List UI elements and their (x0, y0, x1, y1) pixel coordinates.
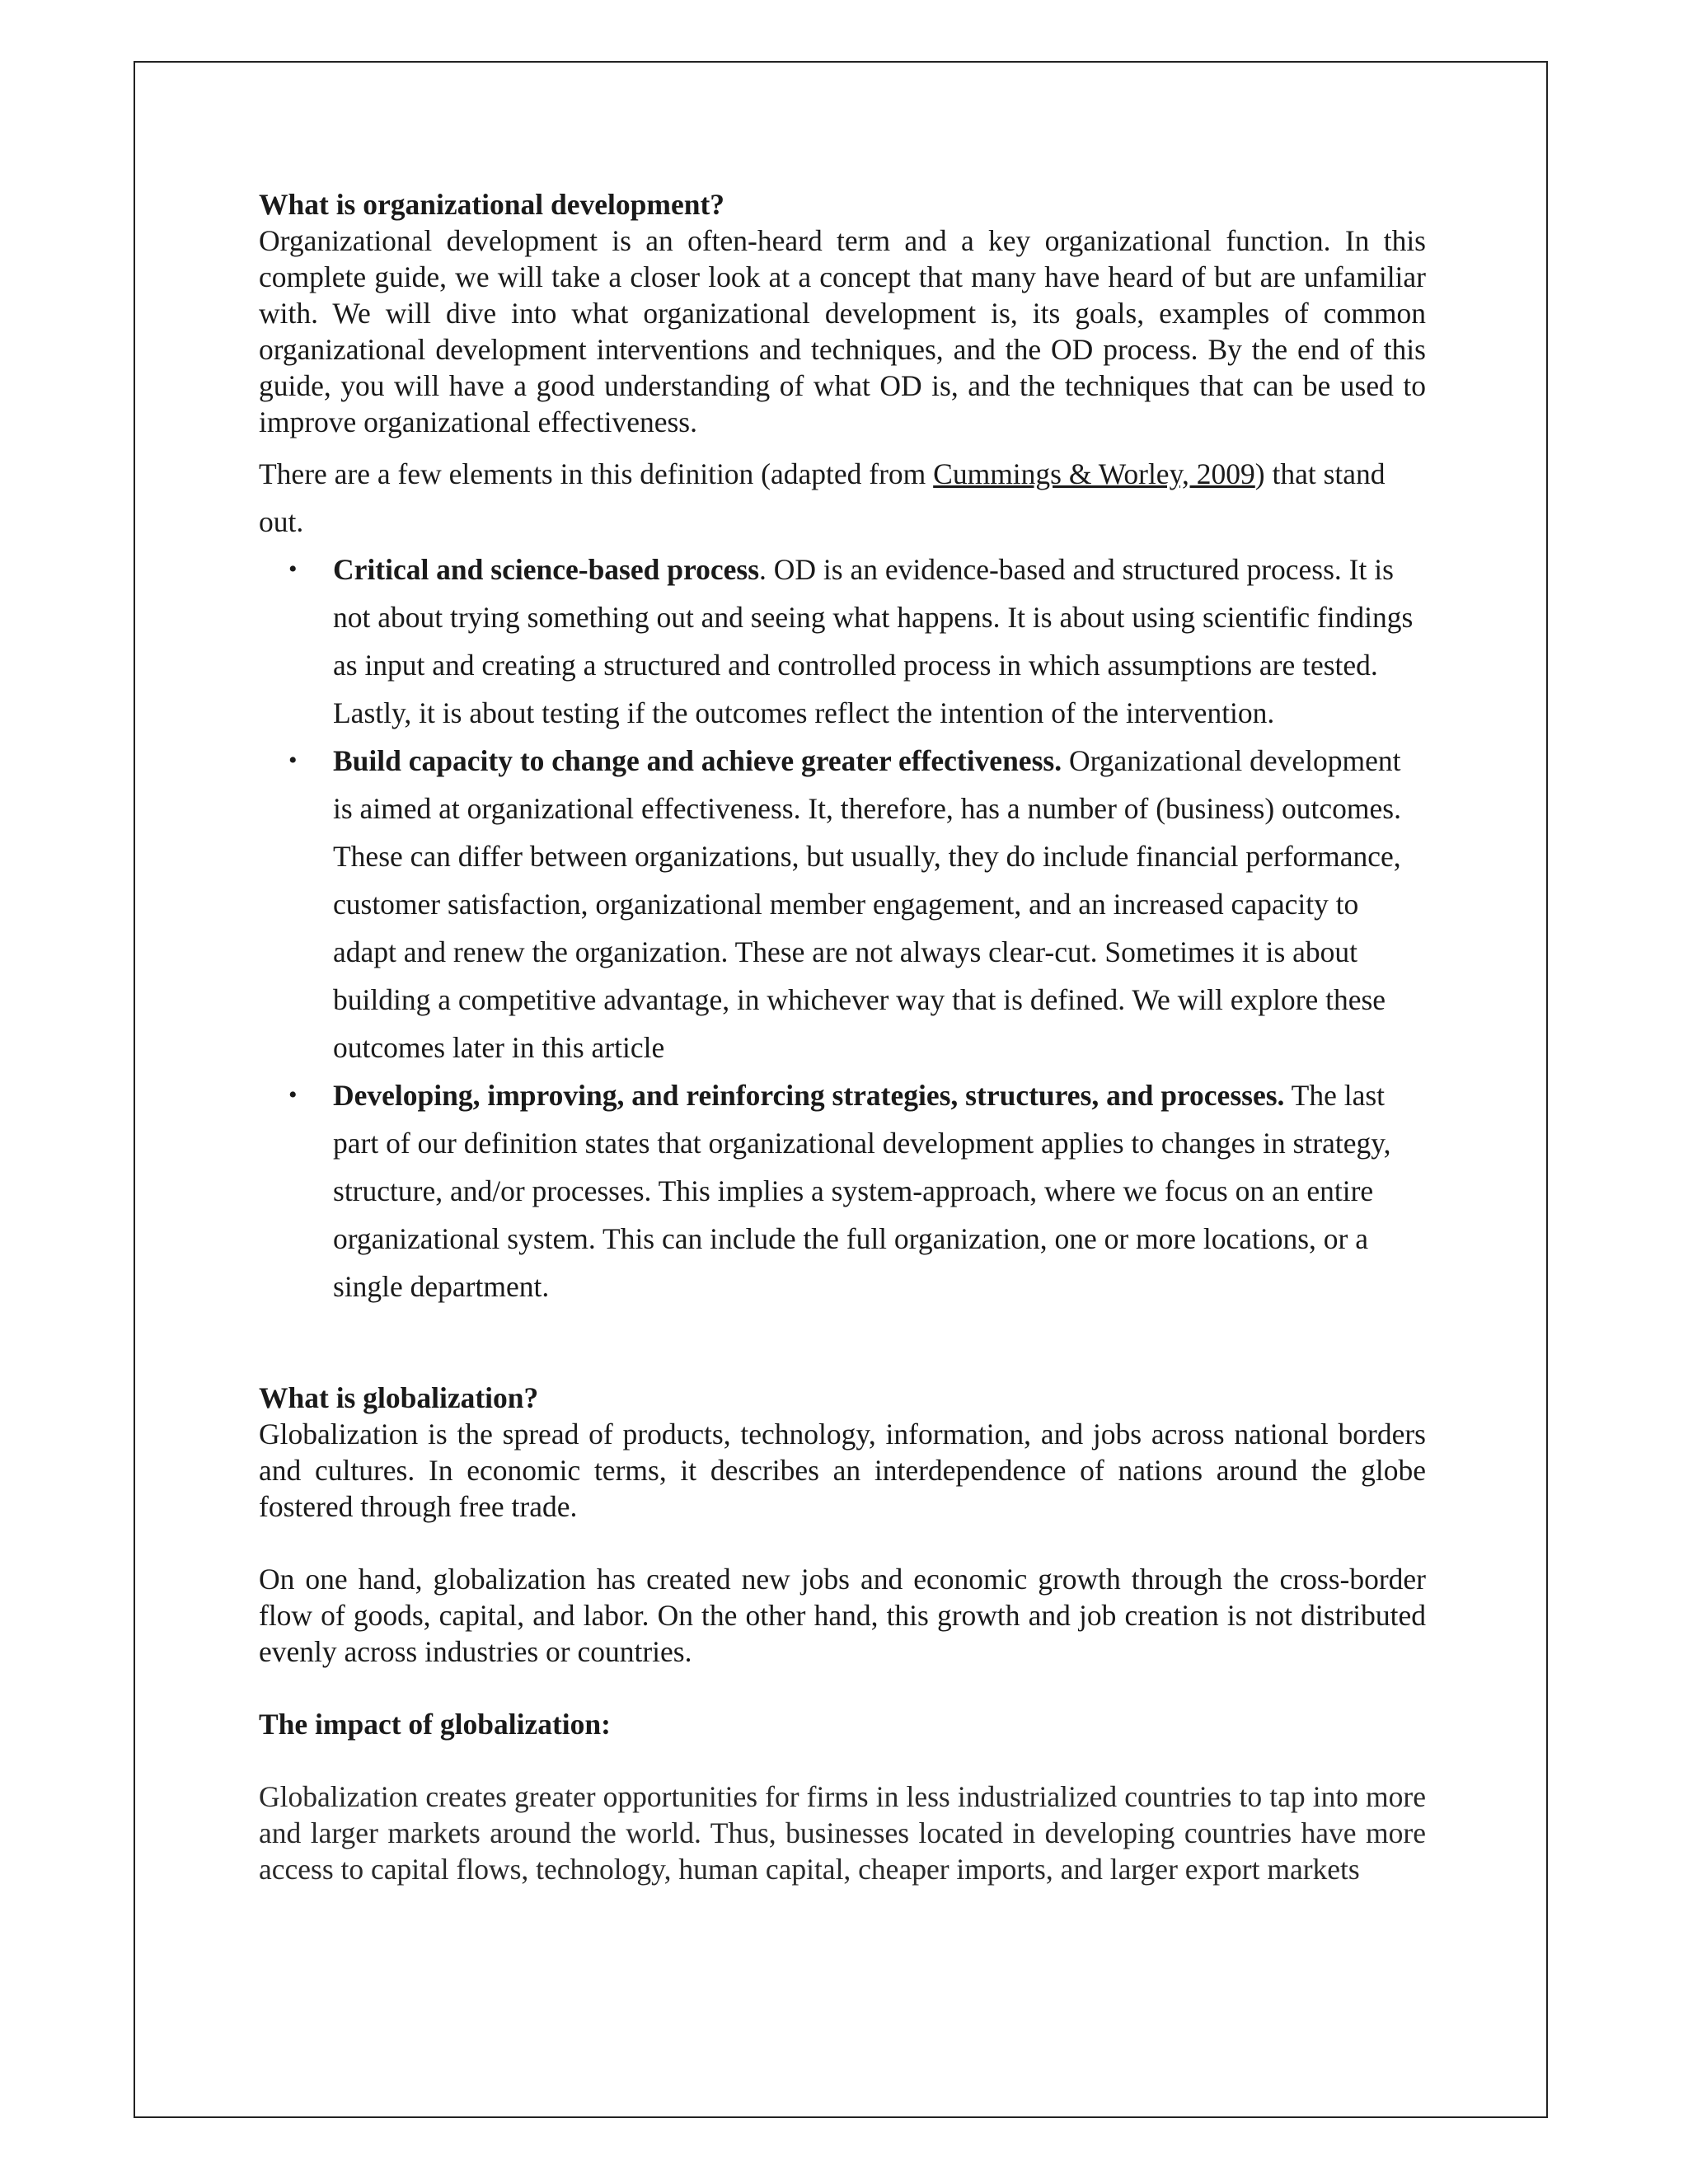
section-organizational-development (259, 186, 1426, 1310)
od-intro-paragraph: Organizational development is an often-heard term and a key organizational function. In this complete guide, we will take a closer look at a concept that many have heard of but are unfamiliar with. We will dive into what organizational development is, its goals, examples of common organizational development interventions and techniques, and the OD process. By the end of this guide, you will have a good understanding of what OD is, and the techniques that can be used to improve organizational effectiveness. (259, 224, 1426, 438)
od-elements-list (259, 546, 1426, 1310)
globalization-effects-paragraph: On one hand, globalization has created new jobs and economic growth through the cross-border flow of goods, capital, and labor. On the other hand, this growth and job creation is not distributed evenly across industries or countries. (259, 1563, 1426, 1668)
bullet-title: Developing, improving, and reinforcing strategies, structures, and processes. (333, 1079, 1285, 1112)
section-globalization-impact (259, 1706, 1426, 1887)
section-heading-globalization: What is globalization? (259, 1381, 539, 1414)
document-body (259, 186, 1426, 1887)
list-item (288, 546, 1426, 737)
list-item (288, 1071, 1426, 1310)
section-globalization (259, 1380, 1426, 1670)
bullet-icon: • (288, 1081, 298, 1108)
cummings-worley-link[interactable]: Cummings & Worley, 2009 (933, 457, 1255, 490)
section-heading-impact: The impact of globalization: (259, 1708, 611, 1741)
bullet-icon: • (288, 555, 298, 583)
globalization-definition-paragraph: Globalization is the spread of products, technology, information, and jobs across national borders and cultures. In economic terms, it describes an interdependence of nations around the globe fostered through free trade. (259, 1418, 1426, 1523)
bullet-text: . OD is an evidence-based and structured process. It is not about trying something out and seeing what happens. It is about using scientific findings as input and creating a structured and controlled process in which assumptions are tested. Lastly, it is about testing if the outcomes reflect the intention of the intervention. (333, 553, 1414, 729)
od-definition-text-before: There are a few elements in this definition (adapted from (259, 457, 934, 490)
section-heading-od: What is organizational development? (259, 188, 725, 221)
od-definition-paragraph (259, 450, 1426, 546)
bullet-icon: • (288, 747, 298, 774)
impact-paragraph: Globalization creates greater opportunities for firms in less industrialized countries to tap into more and larger markets around the world. Thus, businesses located in developing countries have more access to capital flows, technology, human capital, cheaper imports, and larger export markets (259, 1780, 1426, 1886)
bullet-title: Build capacity to change and achieve greater effectiveness. (333, 744, 1062, 777)
od-definition-text-after: ) that stand out. (259, 457, 1386, 538)
bullet-text: Organizational development is aimed at organizational effectiveness. It, therefore, has a number of (business) outcomes. These can differ between organizations, but usually, they do include financial performance, customer satisfaction, organizational member engagement, and an increased capacity to adapt and renew the organization. These are not always clear-cut. Sometimes it is about building a competitive advantage, in whichever way that is defined. We will explore these outcomes later in this article (333, 744, 1401, 1064)
list-item (288, 737, 1426, 1071)
bullet-text: The last part of our definition states that organizational development applies to changes in strategy, structure, and/or processes. This implies a system-approach, where we focus on an entire organizational system. This can include the full organization, one or more locations, or a single department. (333, 1079, 1391, 1303)
bullet-title: Critical and science-based process (333, 553, 760, 586)
